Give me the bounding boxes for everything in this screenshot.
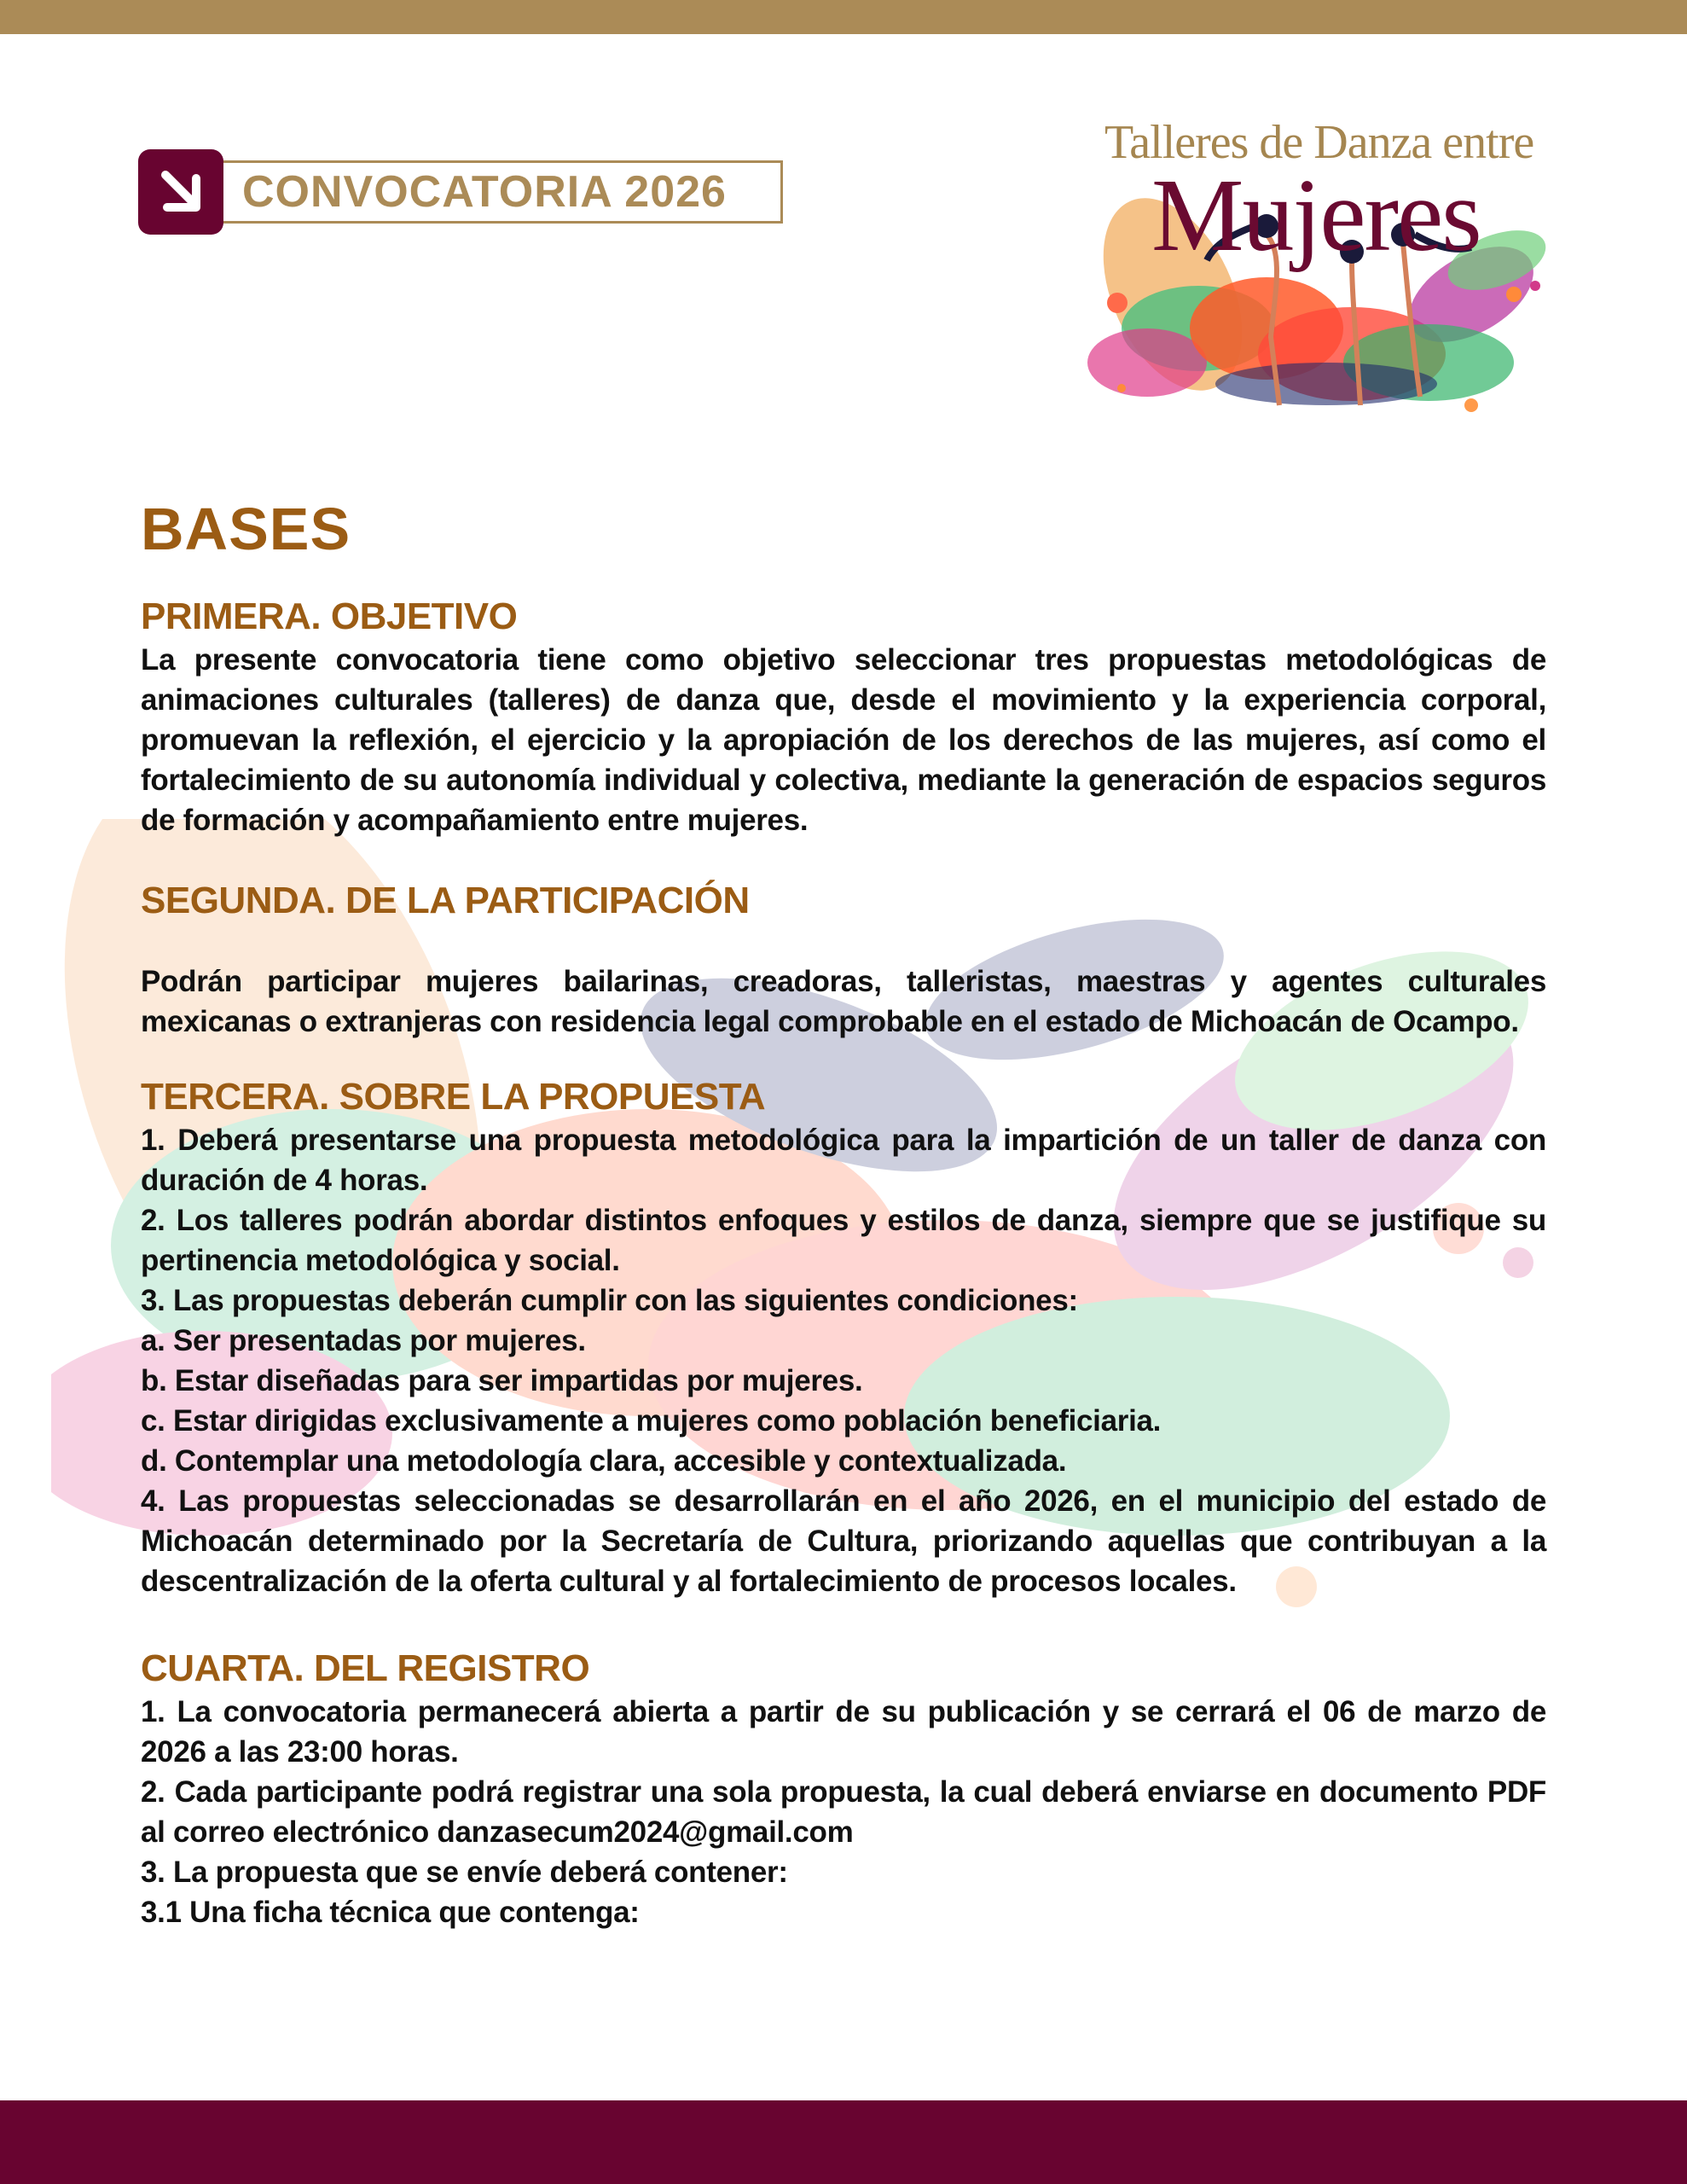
arrow-down-right-icon — [138, 149, 223, 235]
list-item: 2. Los talleres podrán abordar distintos enfoques y estilos de danza, siempre que se justifique su pertinencia metodológica y social. — [141, 1204, 1546, 1277]
list-item: 1. Deberá presentarse una propuesta metodológica para la impartición de un taller de danza con duración de 4 horas. — [141, 1124, 1546, 1197]
section-segunda — [141, 878, 1546, 1042]
section-tercera — [141, 1074, 1546, 1601]
list-item — [141, 1692, 1546, 1772]
top-gold-bar — [0, 0, 1687, 34]
registration-period-text: 1. La convocatoria permanecerá abierta a partir de su publicación y se cerrará el — [141, 1695, 1323, 1728]
section-heading: SEGUNDA. DE LA PARTICIPACIÓN — [141, 880, 750, 921]
list-item: b. Estar diseñadas para ser impartidas por mujeres. — [141, 1364, 863, 1397]
contact-email-link[interactable]: danzasecum2024@gmail.com — [437, 1815, 854, 1849]
bottom-maroon-bar — [0, 2100, 1687, 2184]
deadline-date: 06 de marzo de 2026 a las 23:00 horas. — [141, 1695, 1546, 1769]
list-item — [141, 1772, 1546, 1852]
event-logo — [1070, 115, 1591, 431]
section-heading: TERCERA. SOBRE LA PROPUESTA — [141, 1076, 766, 1118]
list-item: 3. Las propuestas deberán cumplir con las siguientes condiciones: — [141, 1284, 1078, 1317]
convocatoria-badge — [138, 149, 783, 235]
bases-title: BASES — [141, 496, 351, 562]
list-item: 4. Las propuestas seleccionadas se desarrollarán en el año 2026, en el municipio del estado de Michoacán determinado por la Secretaría de Cultura, priorizando aquellas que contribuyan a la descentralización de la oferta cultural y al fortalecimiento de procesos locales. — [141, 1484, 1546, 1598]
badge-label: CONVOCATORIA 2026 — [242, 167, 727, 217]
list-item: a. Ser presentadas por mujeres. — [141, 1324, 586, 1357]
list-item: 3. La propuesta que se envíe deberá contener: — [141, 1856, 788, 1889]
list-item: c. Estar dirigidas exclusivamente a mujeres como población beneficiaria. — [141, 1404, 1162, 1438]
list-item: 3.1 Una ficha técnica que contenga: — [141, 1896, 640, 1929]
section-paragraph: La presente convocatoria tiene como objetivo seleccionar tres propuestas metodológicas de animaciones culturales (talleres) de danza que, desde el movimiento y la experiencia corporal, promuevan la reflexión, el ejercicio y la apropiación de los derechos de las mujeres, así como el fortalecimiento de su autonomía individual y colectiva, mediante la generación de espacios seguros de formación y acompañamiento entre mujeres. — [141, 643, 1546, 837]
section-heading: PRIMERA. OBJETIVO — [141, 595, 518, 637]
section-heading: CUARTA. DEL REGISTRO — [141, 1647, 590, 1689]
logo-subtitle: Talleres de Danza entre — [1104, 116, 1534, 169]
bases-document — [141, 495, 1546, 1932]
section-paragraph: Podrán participar mujeres bailarinas, creadoras, talleristas, maestras y agentes culturales mexicanas o extranjeras con residencia legal comprobable en el estado de Michoacán de Ocampo. — [141, 965, 1546, 1038]
badge-label-box — [220, 160, 783, 224]
section-primera — [141, 594, 1546, 840]
submission-text: 2. Cada participante podrá registrar una sola propuesta, la cual deberá enviarse en documento PDF al correo electrónico — [141, 1775, 1546, 1849]
logo-title: Mujeres — [1151, 158, 1481, 273]
section-cuarta — [141, 1646, 1546, 1932]
list-item: d. Contemplar una metodología clara, accesible y contextualizada. — [141, 1444, 1067, 1478]
